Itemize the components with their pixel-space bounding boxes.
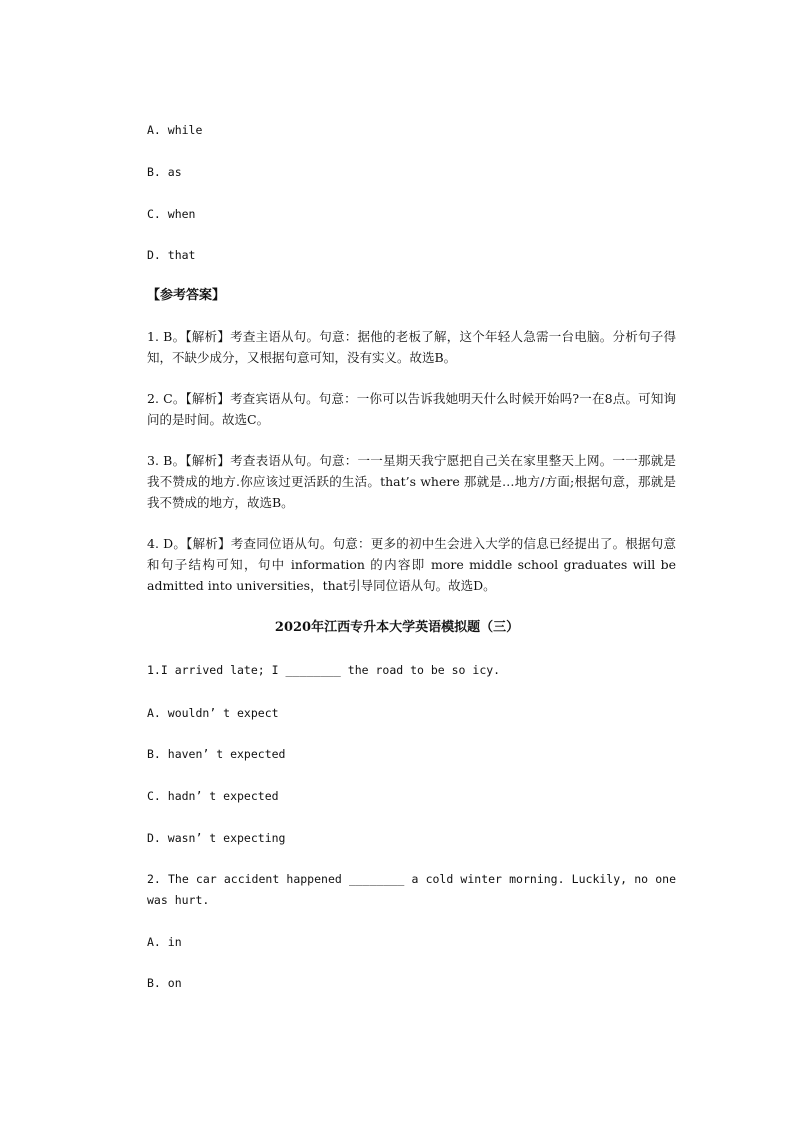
q1-option-a: A. wouldn’ t expect bbox=[147, 706, 279, 720]
answer-1-text: 1. B。【解析】考查主语从句。句意：据他的老板了解，这个年轻人急需一台电脑。分析句子得知，不缺少成分，又根据句意可知，没有实义。故选B。 bbox=[147, 329, 676, 365]
answer-2-text: 2. C。【解析】考查宾语从句。句意：一你可以告诉我她明天什么时候开始吗?一在8点。可知询问的是时间。故选C。 bbox=[147, 391, 676, 427]
q1-option-c: C. hadn’ t expected bbox=[147, 789, 279, 803]
option-c: C. when bbox=[147, 207, 196, 221]
option-a: A. while bbox=[147, 123, 203, 137]
question-2-text: 2. The car accident happened ________ a cold winter morning. Luckily, no one was hurt. bbox=[147, 872, 676, 907]
answer-3-text: 3. B。【解析】考查表语从句。句意：一一星期天我宁愿把自己关在家里整天上网。一一那就是我不赞成的地方.你应该过更活跃的生活。that’s where 那就是…地方/方面;根据句意，那就是我不赞成的地方，故选B。 bbox=[147, 453, 676, 510]
answer-4 bbox=[120, 533, 676, 596]
answers-heading: 【参考答案】 bbox=[147, 288, 226, 303]
option-b: B. as bbox=[147, 165, 182, 179]
answer-1 bbox=[120, 326, 676, 368]
section-title: 2020年江西专升本大学英语模拟题（三） bbox=[274, 620, 520, 635]
q1-option-d: D. wasn’ t expecting bbox=[147, 831, 286, 845]
answer-2 bbox=[120, 388, 676, 430]
question-1-text: 1.I arrived late; I ________ the road to be so icy. bbox=[147, 663, 501, 677]
q2-option-b: B. on bbox=[147, 976, 182, 990]
answer-3 bbox=[120, 450, 676, 513]
question-2-stem bbox=[120, 869, 676, 911]
q1-option-b: B. haven’ t expected bbox=[147, 747, 286, 761]
option-d: D. that bbox=[147, 248, 196, 262]
q2-option-a: A. in bbox=[147, 935, 182, 949]
question-1-stem bbox=[120, 660, 676, 681]
answer-4-text: 4. D。【解析】考查同位语从句。句意：更多的初中生会进入大学的信息已经提出了。根据句意和句子结构可知，句中 information 的内容即 more middle school graduates will be admitted into universities，that引导同位语从句。故选D。 bbox=[147, 536, 676, 593]
